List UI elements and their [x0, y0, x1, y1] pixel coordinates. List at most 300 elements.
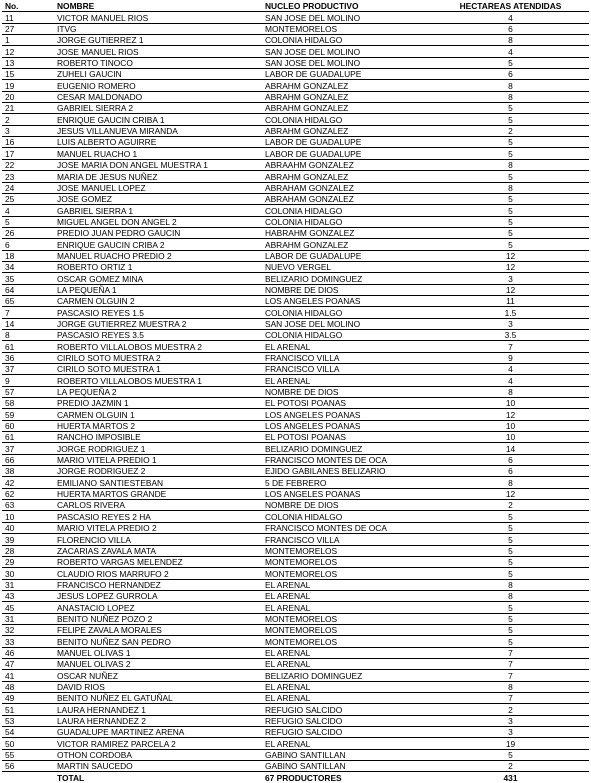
cell-nombre: PASCASIO REYES 2 HA: [54, 511, 262, 522]
cell-nucleo: ABRAHM GONZALEZ: [262, 91, 432, 102]
table-row: [2, 443, 589, 454]
cell-nombre: JOSE GOMEZ: [54, 193, 262, 204]
cell-nucleo: 5 DE FEBRERO: [262, 477, 432, 488]
cell-no: 58: [2, 398, 54, 409]
cell-nombre: MANUEL RUACHO 1: [54, 148, 262, 159]
cell-hectareas: 7: [432, 647, 589, 658]
table-row: [2, 681, 589, 692]
cell-nucleo: EL ARENAL: [262, 602, 432, 613]
cell-hectareas: 7: [432, 341, 589, 352]
cell-nombre: PREDIO JUAN PEDRO GAUCIN: [54, 227, 262, 238]
cell-nucleo: LABOR DE GUADALUPE: [262, 148, 432, 159]
cell-nucleo: ABRAHAM GONZALEZ: [262, 193, 432, 204]
cell-hectareas: 5: [432, 216, 589, 227]
cell-no: 28: [2, 545, 54, 556]
cell-no: 33: [2, 636, 54, 647]
cell-nombre: JORGE RODRIGUEZ 2: [54, 466, 262, 477]
cell-hectareas: 8: [432, 681, 589, 692]
cell-nombre: JOSE MANUEL RIOS: [54, 46, 262, 57]
cell-nombre: GABRIEL SIERRA 2: [54, 103, 262, 114]
table-row: [2, 227, 589, 238]
cell-no: 63: [2, 500, 54, 511]
table-row: [2, 761, 589, 772]
cell-nombre: JORGE GUTIERREZ MUESTRA 2: [54, 318, 262, 329]
cell-nucleo: FRANCISCO MONTES DE OCA: [262, 522, 432, 533]
cell-nombre: PREDIO JAZMIN 1: [54, 398, 262, 409]
cell-nucleo: LABOR DE GUADALUPE: [262, 69, 432, 80]
table-row: [2, 568, 589, 579]
cell-nucleo: EL ARENAL: [262, 341, 432, 352]
header-row: [2, 1, 589, 12]
cell-nucleo: EL ARENAL: [262, 590, 432, 601]
cell-nombre: MARIA DE JESUS NUÑEZ: [54, 171, 262, 182]
table-row: [2, 182, 589, 193]
table-row: [2, 148, 589, 159]
cell-no: 6: [2, 239, 54, 250]
cell-hectareas: 4: [432, 46, 589, 57]
cell-hectareas: 3: [432, 273, 589, 284]
cell-nombre: ROBERTO VARGAS MELENDEZ: [54, 556, 262, 567]
header-nucleo: NUCLEO PRODUCTIVO: [262, 1, 432, 12]
table-row: [2, 261, 589, 272]
table-row: [2, 114, 589, 125]
table-row: [2, 590, 589, 601]
cell-hectareas: 6: [432, 23, 589, 34]
cell-hectareas: 3.5: [432, 329, 589, 340]
table-row: [2, 545, 589, 556]
cell-nucleo: FRANCISCO VILLA: [262, 364, 432, 375]
cell-hectareas: 10: [432, 420, 589, 431]
cell-hectareas: 5: [432, 137, 589, 148]
cell-nombre: BENITO NUÑEZ SAN PEDRO: [54, 636, 262, 647]
cell-hectareas: 4: [432, 12, 589, 23]
cell-nucleo: ABRAHM GONZALEZ: [262, 103, 432, 114]
cell-nucleo: MONTEMORELOS: [262, 568, 432, 579]
cell-hectareas: 5: [432, 556, 589, 567]
cell-no: 42: [2, 477, 54, 488]
cell-hectareas: 2: [432, 125, 589, 136]
cell-nucleo: EL ARENAL: [262, 681, 432, 692]
cell-nucleo: EL ARENAL: [262, 738, 432, 749]
cell-nucleo: EL ARENAL: [262, 647, 432, 658]
cell-nombre: JESUS VILLANUEVA MIRANDA: [54, 125, 262, 136]
table-row: [2, 329, 589, 340]
cell-no: 20: [2, 91, 54, 102]
cell-no: 2: [2, 114, 54, 125]
table-row: [2, 704, 589, 715]
cell-nombre: VICTOR MANUEL RIOS: [54, 12, 262, 23]
cell-no: 47: [2, 658, 54, 669]
cell-nombre: RANCHO IMPOSIBLE: [54, 432, 262, 443]
table-row: [2, 602, 589, 613]
table-row: [2, 35, 589, 46]
cell-no: 60: [2, 420, 54, 431]
table-row: [2, 488, 589, 499]
table-row: [2, 727, 589, 738]
table-row: [2, 398, 589, 409]
cell-no: 55: [2, 749, 54, 760]
cell-hectareas: 6: [432, 466, 589, 477]
table-row: [2, 409, 589, 420]
cell-nombre: JORGE GUTIERREZ 1: [54, 35, 262, 46]
total-hectareas: 431: [503, 772, 518, 783]
table-row: [2, 341, 589, 352]
cell-nombre: EUGENIO ROMERO: [54, 80, 262, 91]
cell-no: 43: [2, 590, 54, 601]
table-row: [2, 670, 589, 681]
cell-hectareas: 12: [432, 488, 589, 499]
cell-nombre: ROBERTO ORTIZ 1: [54, 261, 262, 272]
cell-no: 51: [2, 704, 54, 715]
cell-nombre: JORGE RODRIGUEZ 1: [54, 443, 262, 454]
cell-nucleo: COLONIA HIDALGO: [262, 216, 432, 227]
cell-no: 49: [2, 692, 54, 703]
cell-nombre: VICTOR RAMIREZ PARCELA 2: [54, 738, 262, 749]
table-row: [2, 500, 589, 511]
cell-no: 1: [2, 35, 54, 46]
cell-nombre: ZACARIAS ZAVALA MATA: [54, 545, 262, 556]
table-row: [2, 624, 589, 635]
cell-hectareas: 12: [432, 250, 589, 261]
cell-hectareas: 2: [432, 500, 589, 511]
cell-nucleo: FRANCISCO VILLA: [262, 534, 432, 545]
cell-nucleo: ABRAHM GONZALEZ: [262, 125, 432, 136]
cell-hectareas: 8: [432, 386, 589, 397]
cell-nombre: MARIO VITELA PREDIO 2: [54, 522, 262, 533]
cell-nucleo: COLONIA HIDALGO: [262, 35, 432, 46]
cell-no: 8: [2, 329, 54, 340]
cell-nucleo: MONTEMORELOS: [262, 624, 432, 635]
table-row: [2, 23, 589, 34]
cell-nombre: GUADALUPE MARTINEZ ARENA: [54, 727, 262, 738]
cell-no: 3: [2, 125, 54, 136]
table-body: [2, 12, 589, 772]
cell-nucleo: EL POTOSI POANAS: [262, 432, 432, 443]
cell-hectareas: 5: [432, 114, 589, 125]
cell-no: 31: [2, 613, 54, 624]
cell-hectareas: 5: [432, 227, 589, 238]
table-row: [2, 556, 589, 567]
cell-hectareas: 5: [432, 534, 589, 545]
cell-no: 59: [2, 409, 54, 420]
cell-no: 45: [2, 602, 54, 613]
productores-table: [2, 1, 589, 783]
cell-no: 61: [2, 432, 54, 443]
cell-hectareas: 8: [432, 590, 589, 601]
cell-no: 13: [2, 57, 54, 68]
cell-nucleo: EL ARENAL: [262, 375, 432, 386]
cell-nombre: HUERTA MARTOS GRANDE: [54, 488, 262, 499]
cell-nombre: MANUEL RUACHO PREDIO 2: [54, 250, 262, 261]
header-no: No.: [2, 1, 54, 12]
cell-hectareas: 5: [432, 522, 589, 533]
cell-nombre: ROBERTO VILLALOBOS MUESTRA 2: [54, 341, 262, 352]
cell-no: 36: [2, 352, 54, 363]
cell-nombre: FLORENCIO VILLA: [54, 534, 262, 545]
cell-nombre: MIGUEL ANGEL DON ANGEL 2: [54, 216, 262, 227]
cell-nucleo: SAN JOSE DEL MOLINO: [262, 318, 432, 329]
cell-nucleo: LABOR DE GUADALUPE: [262, 137, 432, 148]
cell-hectareas: 2: [432, 704, 589, 715]
cell-hectareas: 8: [432, 91, 589, 102]
cell-nucleo: SAN JOSE DEL MOLINO: [262, 46, 432, 57]
cell-hectareas: 8: [432, 182, 589, 193]
header-hectareas: HECTAREAS ATENDIDAS: [432, 1, 589, 12]
table-row: [2, 511, 589, 522]
cell-nombre: HUERTA MARTOS 2: [54, 420, 262, 431]
total-label: TOTAL: [57, 772, 85, 783]
cell-no: 46: [2, 647, 54, 658]
table-row: [2, 647, 589, 658]
cell-hectareas: 5: [432, 239, 589, 250]
cell-hectareas: 6: [432, 454, 589, 465]
header-nombre: NOMBRE: [54, 1, 262, 12]
cell-nombre: DAVID RIOS: [54, 681, 262, 692]
cell-hectareas: 5: [432, 511, 589, 522]
cell-no: 26: [2, 227, 54, 238]
cell-no: 66: [2, 454, 54, 465]
cell-nucleo: LABOR DE GUADALUPE: [262, 250, 432, 261]
cell-no: 35: [2, 273, 54, 284]
cell-nombre: PASCASIO REYES 3.5: [54, 329, 262, 340]
cell-no: 54: [2, 727, 54, 738]
cell-nucleo: ABRAHM GONZALEZ: [262, 80, 432, 91]
table-row: [2, 454, 589, 465]
cell-hectareas: 5: [432, 171, 589, 182]
table-row: [2, 432, 589, 443]
table-row: [2, 375, 589, 386]
cell-no: 40: [2, 522, 54, 533]
cell-nombre: JOSE MANUEL LOPEZ: [54, 182, 262, 193]
cell-hectareas: 5: [432, 148, 589, 159]
table-row: [2, 738, 589, 749]
cell-no: 41: [2, 670, 54, 681]
cell-hectareas: 3: [432, 318, 589, 329]
cell-nombre: OTHON CORDOBA: [54, 749, 262, 760]
cell-hectareas: 5: [432, 613, 589, 624]
cell-nucleo: HABRAHM GONZALEZ: [262, 227, 432, 238]
cell-hectareas: 7: [432, 692, 589, 703]
cell-hectareas: 3: [432, 715, 589, 726]
table-row: [2, 692, 589, 703]
table-row: [2, 295, 589, 306]
cell-no: 17: [2, 148, 54, 159]
cell-nombre: ANASTACIO LOPEZ: [54, 602, 262, 613]
table-row: [2, 216, 589, 227]
cell-no: 7: [2, 307, 54, 318]
table-row: [2, 159, 589, 170]
table-row: [2, 636, 589, 647]
cell-no: 25: [2, 193, 54, 204]
cell-hectareas: 5: [432, 749, 589, 760]
cell-hectareas: 7: [432, 658, 589, 669]
cell-nombre: LAURA HERNANDEZ 1: [54, 704, 262, 715]
cell-nucleo: COLONIA HIDALGO: [262, 114, 432, 125]
cell-hectareas: 5: [432, 193, 589, 204]
cell-nombre: LAURA HERNANDEZ 2: [54, 715, 262, 726]
cell-nucleo: NUEVO VERGEL: [262, 261, 432, 272]
cell-hectareas: 5: [432, 205, 589, 216]
cell-hectareas: 4: [432, 364, 589, 375]
cell-nombre: JESUS LOPEZ GURROLA: [54, 590, 262, 601]
cell-no: 64: [2, 284, 54, 295]
cell-nucleo: EL ARENAL: [262, 692, 432, 703]
cell-no: 37: [2, 364, 54, 375]
table-row: [2, 386, 589, 397]
cell-hectareas: 5: [432, 103, 589, 114]
cell-nombre: BENITO NUÑEZ POZO 2: [54, 613, 262, 624]
table-row: [2, 125, 589, 136]
cell-nucleo: COLONIA HIDALGO: [262, 307, 432, 318]
cell-nombre: FRANCISCO HERNANDEZ: [54, 579, 262, 590]
cell-nombre: MANUEL OLIVAS 2: [54, 658, 262, 669]
cell-no: 27: [2, 23, 54, 34]
cell-no: 12: [2, 46, 54, 57]
table-row: [2, 522, 589, 533]
table-row: [2, 613, 589, 624]
table-row: [2, 364, 589, 375]
table-row: [2, 57, 589, 68]
cell-no: 22: [2, 159, 54, 170]
table-row: [2, 193, 589, 204]
table-row: [2, 579, 589, 590]
cell-hectareas: 10: [432, 432, 589, 443]
cell-nucleo: EL ARENAL: [262, 579, 432, 590]
cell-no: 16: [2, 137, 54, 148]
cell-hectareas: 5: [432, 602, 589, 613]
cell-hectareas: 10: [432, 398, 589, 409]
cell-nombre: ROBERTO VILLALOBOS MUESTRA 1: [54, 375, 262, 386]
cell-nombre: LUIS ALBERTO AGUIRRE: [54, 137, 262, 148]
cell-no: 14: [2, 318, 54, 329]
cell-nombre: CESAR MALDONADO: [54, 91, 262, 102]
cell-no: 38: [2, 466, 54, 477]
cell-nucleo: LOS ANGELES POANAS: [262, 295, 432, 306]
cell-nombre: CIRILO SOTO MUESTRA 2: [54, 352, 262, 363]
cell-no: 4: [2, 205, 54, 216]
cell-nucleo: NOMBRE DE DIOS: [262, 386, 432, 397]
cell-no: 61: [2, 341, 54, 352]
cell-nombre: MARTIN SAUCEDO: [54, 761, 262, 772]
cell-nucleo: ABRAHAM GONZALEZ: [262, 182, 432, 193]
cell-nucleo: ABRAAHM GONZALEZ: [262, 159, 432, 170]
cell-hectareas: 9: [432, 352, 589, 363]
cell-hectareas: 14: [432, 443, 589, 454]
cell-no: 53: [2, 715, 54, 726]
cell-nucleo: MONTEMORELOS: [262, 23, 432, 34]
table-row: [2, 137, 589, 148]
cell-no: 19: [2, 80, 54, 91]
cell-nucleo: MONTEMORELOS: [262, 545, 432, 556]
table-row: [2, 420, 589, 431]
cell-nucleo: REFUGIO SALCIDO: [262, 727, 432, 738]
table-row: [2, 749, 589, 760]
cell-hectareas: 8: [432, 579, 589, 590]
cell-nucleo: ABRAHM GONZALEZ: [262, 171, 432, 182]
table-row: [2, 69, 589, 80]
table-row: [2, 273, 589, 284]
cell-nombre: CIRILO SOTO MUESTRA 1: [54, 364, 262, 375]
cell-nucleo: BELIZARIO DOMINGUEZ: [262, 273, 432, 284]
cell-hectareas: 5: [432, 624, 589, 635]
cell-hectareas: 5: [432, 568, 589, 579]
cell-nombre: CARLOS RIVERA: [54, 500, 262, 511]
table-row: [2, 171, 589, 182]
cell-nombre: ITVG: [54, 23, 262, 34]
cell-nombre: ZUHELI GAUCIN: [54, 69, 262, 80]
cell-nombre: BENITO NUÑEZ EL GATUÑAL: [54, 692, 262, 703]
cell-no: 30: [2, 568, 54, 579]
total-row: [2, 772, 589, 783]
cell-nucleo: LOS ANGELES POANAS: [262, 409, 432, 420]
total-productores: 67 PRODUCTORES: [265, 772, 342, 783]
cell-hectareas: 12: [432, 261, 589, 272]
cell-nombre: MANUEL OLIVAS 1: [54, 647, 262, 658]
cell-nucleo: GABINO SANTILLAN: [262, 761, 432, 772]
cell-nombre: CARMEN OLGUIN 2: [54, 295, 262, 306]
cell-nombre: OSCAR GOMEZ MINA: [54, 273, 262, 284]
cell-nombre: ENRIQUE GAUCIN CRIBA 2: [54, 239, 262, 250]
cell-hectareas: 4: [432, 375, 589, 386]
cell-nucleo: SAN JOSE DEL MOLINO: [262, 12, 432, 23]
table-row: [2, 205, 589, 216]
cell-no: 32: [2, 624, 54, 635]
cell-hectareas: 6: [432, 69, 589, 80]
cell-nucleo: COLONIA HIDALGO: [262, 329, 432, 340]
cell-no: 39: [2, 534, 54, 545]
cell-nucleo: SAN JOSE DEL MOLINO: [262, 57, 432, 68]
cell-hectareas: 5: [432, 545, 589, 556]
table-row: [2, 103, 589, 114]
cell-nucleo: NOMBRE DE DIOS: [262, 500, 432, 511]
table-row: [2, 318, 589, 329]
cell-nucleo: LOS ANGELES POANAS: [262, 420, 432, 431]
table-row: [2, 46, 589, 57]
cell-no: 62: [2, 488, 54, 499]
cell-no: 37: [2, 443, 54, 454]
cell-nucleo: NOMBRE DE DIOS: [262, 284, 432, 295]
cell-nucleo: REFUGIO SALCIDO: [262, 715, 432, 726]
cell-hectareas: 5: [432, 636, 589, 647]
cell-hectareas: 19: [432, 738, 589, 749]
cell-no: 56: [2, 761, 54, 772]
table-row: [2, 284, 589, 295]
table-row: [2, 239, 589, 250]
table-row: [2, 307, 589, 318]
cell-no: 23: [2, 171, 54, 182]
cell-nombre: ROBERTO TINOCO: [54, 57, 262, 68]
cell-nombre: CLAUDIO RIOS MARRUFO 2: [54, 568, 262, 579]
cell-nucleo: BELIZARIO DOMINGUEZ: [262, 443, 432, 454]
cell-nombre: JOSE MARIA DON ANGEL MUESTRA 1: [54, 159, 262, 170]
cell-nucleo: EL ARENAL: [262, 658, 432, 669]
cell-nombre: PASCASIO REYES 1.5: [54, 307, 262, 318]
cell-nucleo: COLONIA HIDALGO: [262, 205, 432, 216]
cell-hectareas: 8: [432, 159, 589, 170]
cell-nucleo: BELIZARIO DOMINGUEZ: [262, 670, 432, 681]
cell-no: 48: [2, 681, 54, 692]
table-row: [2, 91, 589, 102]
cell-hectareas: 12: [432, 409, 589, 420]
total-no-cell: [2, 772, 54, 783]
cell-nucleo: COLONIA HIDALGO: [262, 511, 432, 522]
table-row: [2, 658, 589, 669]
cell-nombre: LA PEQUEÑA 1: [54, 284, 262, 295]
cell-no: 10: [2, 511, 54, 522]
table-row: [2, 466, 589, 477]
table-row: [2, 477, 589, 488]
cell-nombre: FELIPE ZAVALA MORALES: [54, 624, 262, 635]
